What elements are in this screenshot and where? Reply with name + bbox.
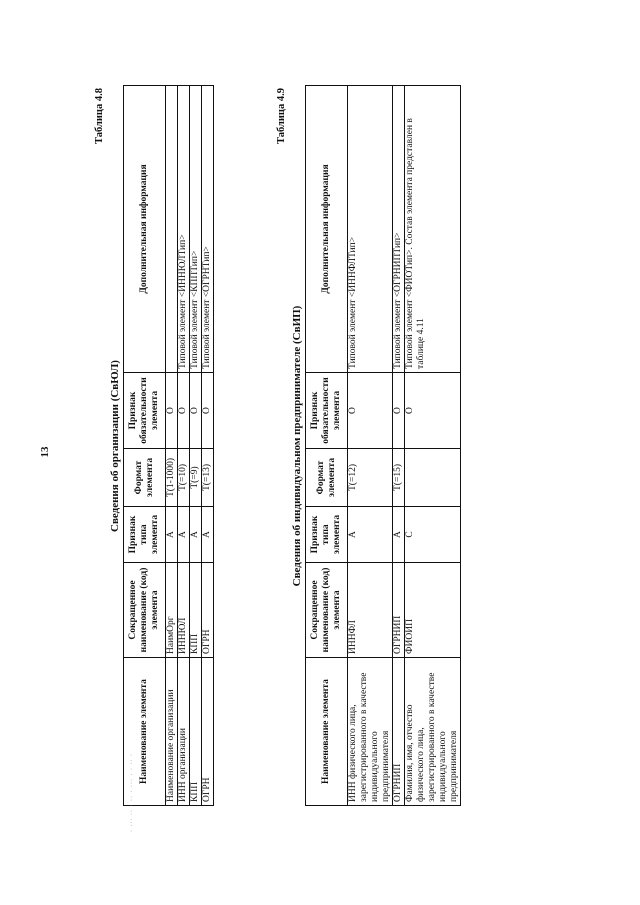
table-cell: ФИОИП xyxy=(405,563,461,658)
table-cell: ОГРНИП xyxy=(393,658,405,806)
column-header: Наименование элемента xyxy=(124,658,166,806)
table-cell: А xyxy=(348,507,393,563)
table-cell: Наименование организации xyxy=(166,658,178,806)
table-cell: КПП xyxy=(190,563,202,658)
table-cell: А xyxy=(178,507,190,563)
table-cell: А xyxy=(202,507,214,563)
table-title: Сведения об индивидуальном предпринимателе (СвИП) xyxy=(291,305,303,587)
table-cell: А xyxy=(190,507,202,563)
table-row xyxy=(166,86,178,806)
table-cell: О xyxy=(202,373,214,449)
table-row xyxy=(348,86,393,806)
table-cell: А xyxy=(393,507,405,563)
table-cell: Типовой элемент <КППТип> xyxy=(190,86,202,373)
page-number: 13 xyxy=(39,446,51,458)
table-cell: О xyxy=(393,373,405,449)
table-cell: T(=12) xyxy=(348,449,393,507)
column-header: Наименование элемента xyxy=(306,658,348,806)
table-cell: Типовой элемент <ИННЮЛТип> xyxy=(178,86,190,373)
table-cell: О xyxy=(166,373,178,449)
table-row xyxy=(202,86,214,806)
table-cell: ИННЮЛ xyxy=(178,563,190,658)
column-header: Сокращенное наименование (код) элемента xyxy=(306,563,348,658)
table-cell: О xyxy=(348,373,393,449)
table-cell: Фамилия, имя, отчество физического лица, зарегистрированного в качестве индивидуального предпринимателя xyxy=(405,658,461,806)
table-cell: ИНН физического лица, зарегистрированного в качестве индивидуального предпринимателя xyxy=(348,658,393,806)
column-header: Признак типа элемента xyxy=(306,507,348,563)
table-row xyxy=(190,86,202,806)
table-cell: Типовой элемент <ИННФЛТип> xyxy=(348,86,393,373)
table-cell: ИНН организации xyxy=(178,658,190,806)
table-title: Сведения об организации (СвЮЛ) xyxy=(109,360,121,532)
column-header: Дополнительная информация xyxy=(306,86,348,373)
column-header: Признак типа элемента xyxy=(124,507,166,563)
table-cell: ОГРНИП xyxy=(393,563,405,658)
column-header: Сокращенное наименование (код) элемента xyxy=(124,563,166,658)
table-cell: T(=9) xyxy=(190,449,202,507)
table-caption: Таблица 4.9 xyxy=(276,88,287,144)
scan-artifact: · ··· ·· · ·· · ··· · · ·· · xyxy=(129,753,135,832)
table-row xyxy=(393,86,405,806)
table-header-row xyxy=(124,86,166,806)
table-cell: Типовой элемент <ОГРНИПТип> xyxy=(393,86,405,373)
table-cell: Типовой элемент <ОГРНТип> xyxy=(202,86,214,373)
table-cell: О xyxy=(190,373,202,449)
table-cell xyxy=(166,86,178,373)
table-cell: T(=10) xyxy=(178,449,190,507)
column-header: Признак обязательности элемента xyxy=(124,373,166,449)
table-header-row xyxy=(306,86,348,806)
table-cell: Типовой элемент <ФИОТип>. Состав элемента представлен в таблице 4.11 xyxy=(405,86,461,373)
table-cell: ОГРН xyxy=(202,563,214,658)
table-cell: С xyxy=(405,507,461,563)
table-cell: О xyxy=(178,373,190,449)
table-row xyxy=(405,86,461,806)
table-cell: НаимОрг xyxy=(166,563,178,658)
table-cell: ОГРН xyxy=(202,658,214,806)
table-cell xyxy=(405,449,461,507)
table-cell: О xyxy=(405,373,461,449)
table-block-svip xyxy=(274,86,474,806)
data-table xyxy=(305,85,461,806)
table-cell: А xyxy=(166,507,178,563)
table-cell: ИННФЛ xyxy=(348,563,393,658)
table-cell: T(1-1000) xyxy=(166,449,178,507)
table-block-svyul xyxy=(92,86,260,806)
table-caption: Таблица 4.8 xyxy=(94,88,105,144)
column-header: Формат элемента xyxy=(306,449,348,507)
column-header: Признак обязательности элемента xyxy=(306,373,348,449)
table-cell: КПП xyxy=(190,658,202,806)
column-header: Дополнительная информация xyxy=(124,86,166,373)
column-header: Формат элемента xyxy=(124,449,166,507)
table-row xyxy=(178,86,190,806)
data-table xyxy=(123,85,214,806)
table-cell: T(=13) xyxy=(202,449,214,507)
table-cell: T(=15) xyxy=(393,449,405,507)
